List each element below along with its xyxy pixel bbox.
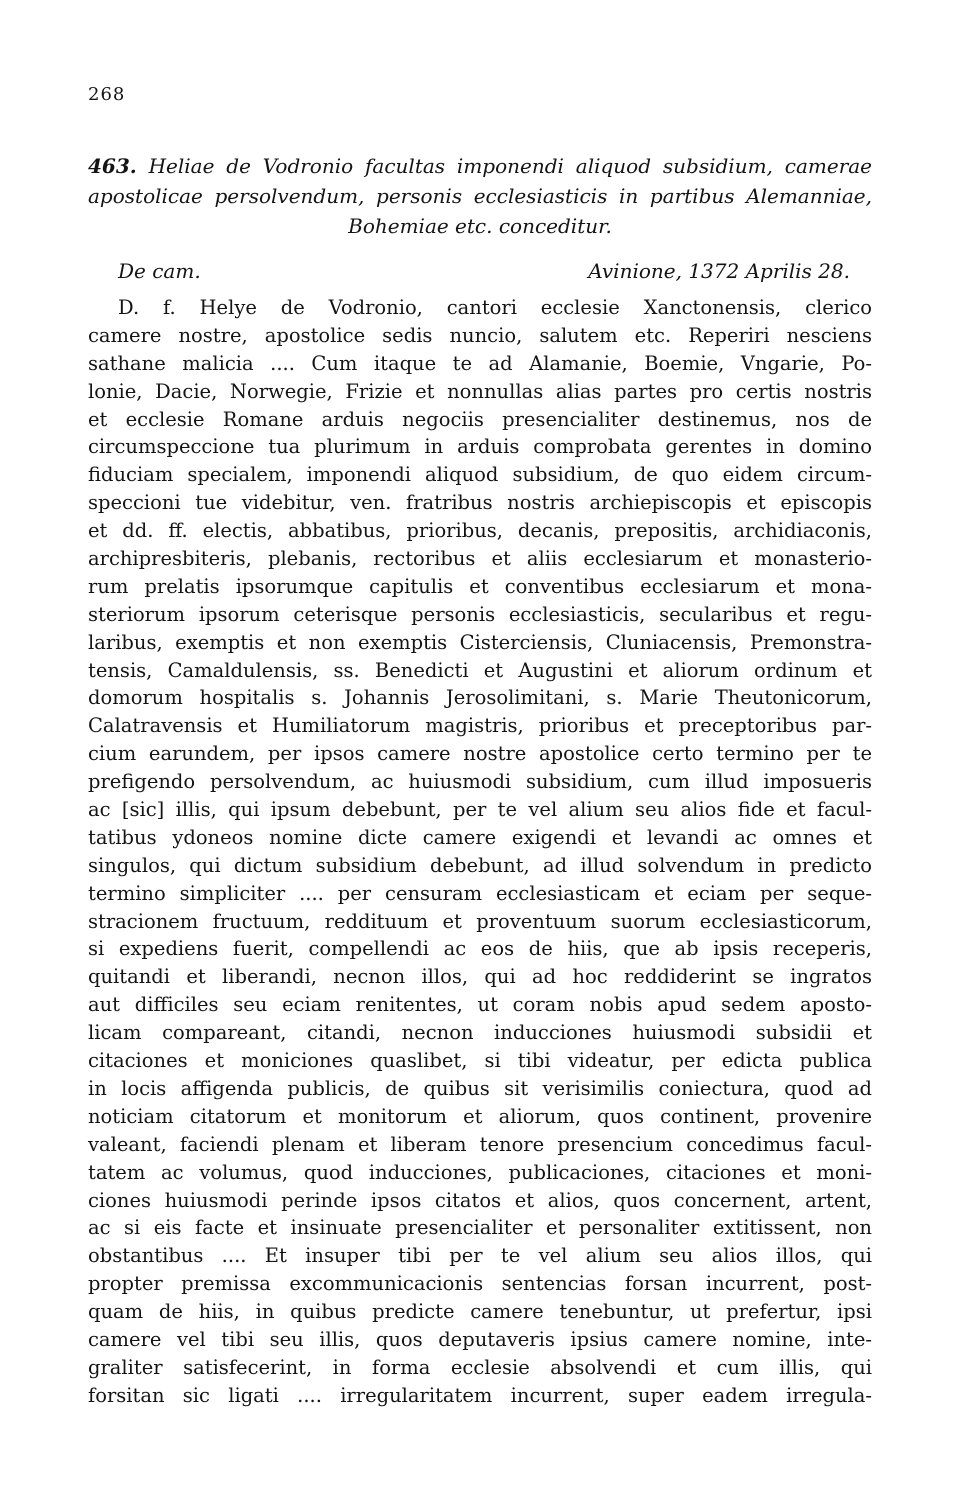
text-line: quitandi et liberandi, necnon illos, qui ad hoc reddiderint se ingratos — [88, 965, 872, 989]
text-line: stracionem fructuum, reddituum et proventuum suorum ecclesiasticorum, — [88, 909, 872, 933]
text-line: Calatravensis et Humiliatorum magistris, prioribus et preceptoribus par- — [88, 714, 872, 738]
text-line: steriorum ipsorum ceterisque personis ecclesiasticis, secularibus et regu- — [88, 602, 872, 626]
text-line: propter premissa excommunicacionis sentencias forsan incurrent, post- — [88, 1272, 872, 1296]
text-line: fiduciam specialem, imponendi aliquod subsidium, de quo eidem circum- — [88, 463, 872, 487]
body-text — [88, 294, 872, 1410]
heading-line: Bohemiae etc. conceditur. — [348, 214, 612, 238]
text-line: et ecclesie Romane arduis negociis presencialiter destinemus, nos de — [88, 407, 872, 431]
page-number: 268 — [88, 84, 126, 105]
text-line: laribus, exemptis et non exemptis Cisterciensis, Cluniacensis, Premonstra- — [88, 630, 872, 654]
text-line: valeant, faciendi plenam et liberam tenore presencium concedimus facul- — [88, 1132, 872, 1156]
text-line: licam compareant, citandi, necnon inducciones huiusmodi subsidii et — [88, 1021, 872, 1045]
text-line: forsitan sic ligati .... irregularitatem incurrent, super eadem irregula- — [88, 1383, 872, 1407]
text-line: ac si eis facte et insinuate presencialiter et personaliter extitissent, non — [88, 1216, 872, 1240]
text-line: camere vel tibi seu illis, quos deputaveris ipsius camere nomine, inte- — [88, 1327, 872, 1351]
place-and-date: Avinione, 1372 Aprilis 28. — [588, 259, 850, 283]
text-line: circumspeccione tua plurimum in arduis comprobata gerentes in domino — [88, 435, 872, 459]
text-line: speccioni tue videbitur, ven. fratribus nostris archiepiscopis et episcopis — [88, 491, 872, 515]
heading-line-text: Heliae de Vodronio facultas imponendi aliquod subsidium, camerae — [148, 154, 873, 178]
text-line: prefigendo persolvendum, ac huiusmodi subsidium, cum illud imposueris — [88, 770, 872, 794]
text-line: tensis, Camaldulensis, ss. Benedicti et Augustini et aliorum ordinum et — [88, 658, 872, 682]
text-line: graliter satisfecerint, in forma ecclesie absolvendi et cum illis, qui — [88, 1355, 872, 1379]
heading-line: apostolicae persolvendum, personis ecclesiasticis in partibus Alemanniae, — [88, 184, 872, 208]
text-line: lonie, Dacie, Norwegie, Frizie et nonnullas alias partes pro certis nostris — [88, 379, 872, 403]
text-line: ciones huiusmodi perinde ipsos citatos et alios, quos concernent, artent, — [88, 1188, 872, 1212]
text-line: cium earundem, per ipsos camere nostre apostolice certo termino per te — [88, 742, 872, 766]
text-line: quam de hiis, in quibus predicte camere tenebuntur, ut prefertur, ipsi — [88, 1300, 872, 1324]
text-line: tatem ac volumus, quod inducciones, publicaciones, citaciones et moni- — [88, 1160, 872, 1184]
text-line: si expediens fuerit, compellendi ac eos de hiis, que ab ipsis receperis, — [88, 937, 872, 961]
source-reference: De cam. — [118, 259, 201, 283]
text-line: ac [sic] illis, qui ipsum debebunt, per te vel alium seu alios fide et facul- — [88, 798, 872, 822]
text-line: tatibus ydoneos nomine dicte camere exigendi et levandi ac omnes et — [88, 825, 872, 849]
heading-line — [88, 151, 872, 181]
document-heading — [88, 151, 872, 241]
text-line: sathane malicia .... Cum itaque te ad Alamanie, Boemie, Vngarie, Po- — [88, 351, 872, 375]
text-line: et dd. ff. electis, abbatibus, prioribus, decanis, prepositis, archidiaconis, — [88, 519, 872, 543]
document-number: 463. — [88, 154, 137, 178]
text-line: aut difficiles seu eciam renitentes, ut coram nobis apud sedem aposto- — [88, 993, 872, 1017]
text-line: obstantibus .... Et insuper tibi per te vel alium seu alios illos, qui — [88, 1244, 872, 1268]
text-line: in locis affigenda publicis, de quibus sit verisimilis coniectura, quod ad — [88, 1076, 872, 1100]
text-line: noticiam citatorum et monitorum et aliorum, quos continent, provenire — [88, 1104, 872, 1128]
text-line: D. f. Helye de Vodronio, cantori ecclesie Xanctonensis, clerico — [118, 296, 872, 319]
text-line: camere nostre, apostolice sedis nuncio, salutem etc. Reperiri nesciens — [88, 323, 872, 347]
text-line: archipresbiteris, plebanis, rectoribus et aliis ecclesiarum et monasterio- — [88, 547, 872, 571]
text-line: termino simpliciter .... per censuram ecclesiasticam et eciam per seque- — [88, 881, 872, 905]
text-line: citaciones et moniciones quaslibet, si tibi videatur, per edicta publica — [88, 1049, 872, 1073]
text-line: rum prelatis ipsorumque capitulis et conventibus ecclesiarum et mona- — [88, 574, 872, 598]
text-line: singulos, qui dictum subsidium debebunt, ad illud solvendum in predicto — [88, 853, 872, 877]
text-line: domorum hospitalis s. Johannis Jerosolimitani, s. Marie Theutonicorum, — [88, 686, 872, 710]
